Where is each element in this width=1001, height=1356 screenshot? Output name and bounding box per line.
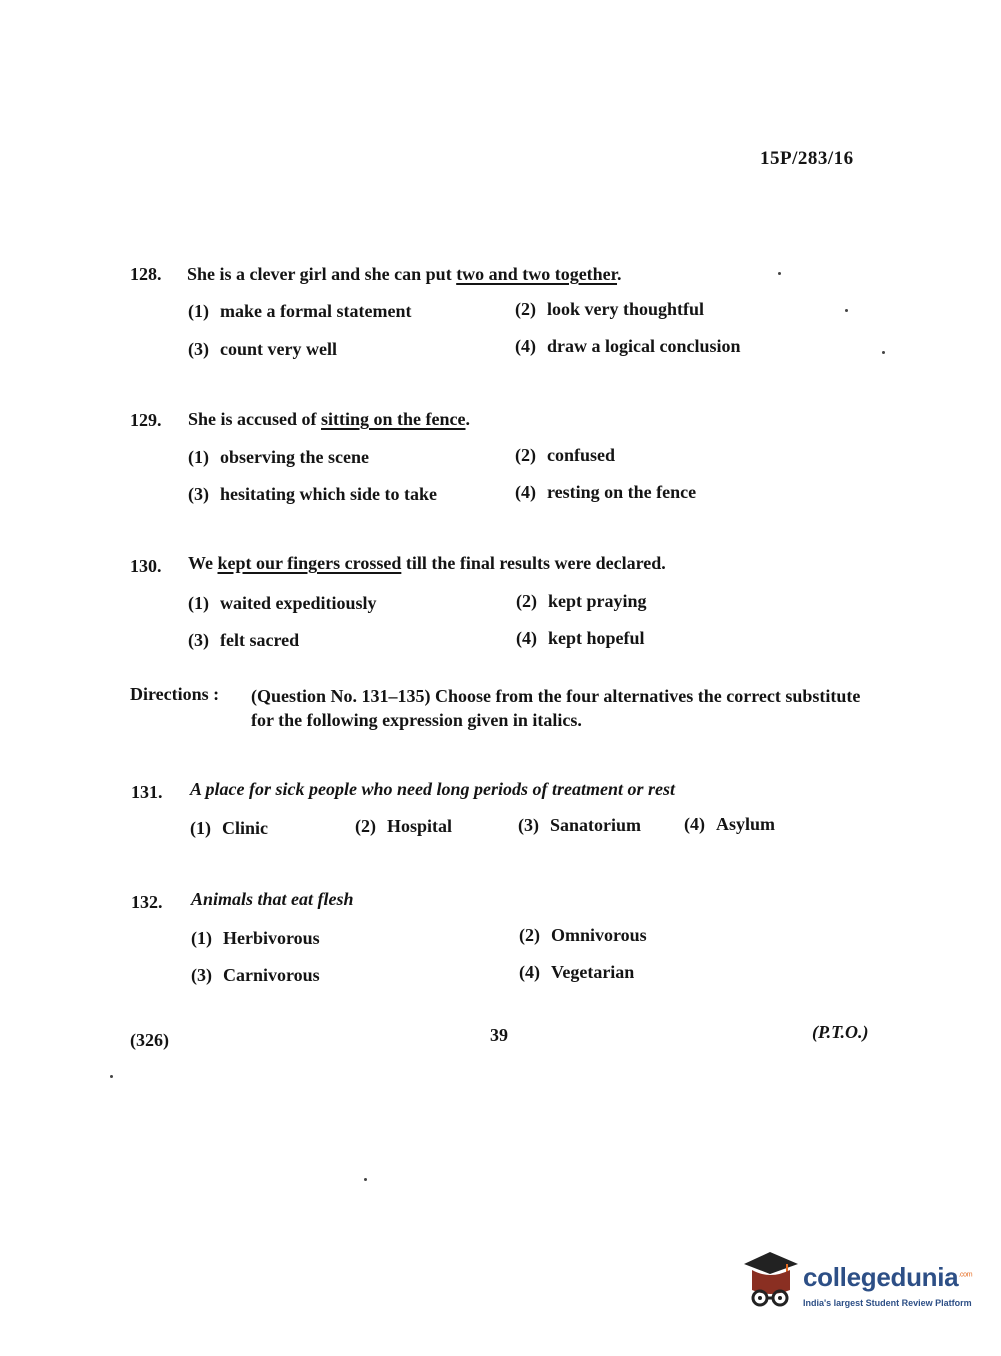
question-idiom: kept our fingers crossed bbox=[217, 553, 402, 573]
option-text: waited expeditiously bbox=[220, 593, 377, 613]
option-number: (4) bbox=[515, 336, 536, 356]
option-number: (3) bbox=[188, 630, 209, 650]
scan-speck bbox=[882, 351, 885, 354]
option bbox=[191, 965, 320, 986]
question-text bbox=[188, 409, 470, 430]
option-number: (1) bbox=[188, 301, 209, 321]
option bbox=[190, 818, 268, 839]
option-number: (3) bbox=[191, 965, 212, 985]
option-number: (3) bbox=[188, 484, 209, 504]
option-number: (2) bbox=[519, 925, 540, 945]
brand-name bbox=[803, 1262, 972, 1293]
option bbox=[515, 336, 741, 357]
option bbox=[355, 816, 452, 837]
option bbox=[188, 301, 411, 322]
option bbox=[516, 628, 645, 649]
option bbox=[191, 928, 320, 949]
option-text: Clinic bbox=[222, 818, 269, 838]
brand-suffix: .com bbox=[958, 1271, 973, 1279]
option bbox=[188, 484, 437, 505]
option-text: Vegetarian bbox=[551, 962, 635, 982]
option-number: (4) bbox=[684, 814, 705, 834]
option-number: (1) bbox=[190, 818, 211, 838]
brand-tagline: India's largest Student Review Platform bbox=[803, 1298, 972, 1308]
option-text: observing the scene bbox=[220, 447, 369, 467]
option-text: count very well bbox=[220, 339, 337, 359]
question-text-before: She is a clever girl and she can put bbox=[187, 264, 457, 284]
question-text: A place for sick people who need long periods of treatment or rest bbox=[190, 779, 675, 799]
option-text: Asylum bbox=[716, 814, 776, 834]
option-number: (2) bbox=[516, 591, 537, 611]
scan-speck bbox=[778, 272, 781, 275]
question-text-before: We bbox=[188, 553, 218, 573]
question-idiom: sitting on the fence bbox=[321, 409, 466, 429]
option-text: kept praying bbox=[548, 591, 647, 611]
option bbox=[515, 299, 704, 320]
option bbox=[188, 593, 377, 614]
question-text-before: She is accused of bbox=[188, 409, 322, 429]
option-text: felt sacred bbox=[220, 630, 300, 650]
option bbox=[516, 591, 647, 612]
question-text bbox=[188, 553, 666, 574]
option bbox=[518, 815, 641, 836]
collegedunia-logo bbox=[740, 1250, 973, 1320]
directions-text: (Question No. 131–135) Choose from the four alternatives the correct substitute for the following expression given in italics. bbox=[251, 686, 861, 730]
question-number: 129. bbox=[130, 410, 162, 430]
option-number: (2) bbox=[515, 299, 536, 319]
option-text: look very thoughtful bbox=[547, 299, 705, 319]
option bbox=[188, 339, 337, 360]
question-text-after: . bbox=[465, 409, 470, 429]
option bbox=[515, 482, 696, 503]
option-text: resting on the fence bbox=[547, 482, 697, 502]
option-text: kept hopeful bbox=[548, 628, 645, 648]
option bbox=[684, 814, 775, 835]
option-text: Carnivorous bbox=[223, 965, 320, 985]
option-text: confused bbox=[547, 445, 616, 465]
option-number: (3) bbox=[518, 815, 539, 835]
scan-speck bbox=[364, 1178, 367, 1181]
option-text: draw a logical conclusion bbox=[547, 336, 741, 356]
option-number: (2) bbox=[515, 445, 536, 465]
page-number: 39 bbox=[490, 1025, 508, 1045]
brand-wordmark: collegedunia bbox=[803, 1262, 959, 1292]
option bbox=[188, 630, 299, 651]
option bbox=[519, 925, 647, 946]
question-number: 132. bbox=[131, 892, 163, 912]
pto-note: (P.T.O.) bbox=[812, 1022, 869, 1042]
option-text: Herbivorous bbox=[223, 928, 320, 948]
option-number: (1) bbox=[188, 593, 209, 613]
option bbox=[515, 445, 615, 466]
option-number: (1) bbox=[188, 447, 209, 467]
option bbox=[188, 447, 369, 468]
option-number: (2) bbox=[355, 816, 376, 836]
option-text: Sanatorium bbox=[550, 815, 642, 835]
question-text bbox=[187, 264, 622, 285]
option-text: Hospital bbox=[387, 816, 453, 836]
option-text: Omnivorous bbox=[551, 925, 647, 945]
paper-code: 15P/283/16 bbox=[760, 148, 854, 169]
question-text-after: till the final results were declared. bbox=[401, 553, 666, 573]
question-text-after: . bbox=[617, 264, 622, 284]
mascot-icon bbox=[740, 1250, 802, 1314]
question-number: 128. bbox=[130, 264, 162, 284]
option-number: (1) bbox=[191, 928, 212, 948]
option-number: (3) bbox=[188, 339, 209, 359]
booklet-series: (326) bbox=[130, 1030, 169, 1050]
option-number: (4) bbox=[516, 628, 537, 648]
option-text: hesitating which side to take bbox=[220, 484, 438, 504]
question-number: 131. bbox=[131, 782, 163, 802]
question-number: 130. bbox=[130, 556, 162, 576]
question-idiom: two and two together bbox=[456, 264, 618, 284]
directions-label: Directions : bbox=[130, 684, 220, 704]
scan-speck bbox=[110, 1075, 113, 1078]
option-number: (4) bbox=[519, 962, 540, 982]
scan-speck bbox=[845, 309, 848, 312]
option-text: make a formal statement bbox=[220, 301, 412, 321]
option bbox=[519, 962, 634, 983]
question-text: Animals that eat flesh bbox=[191, 889, 354, 909]
option-number: (4) bbox=[515, 482, 536, 502]
